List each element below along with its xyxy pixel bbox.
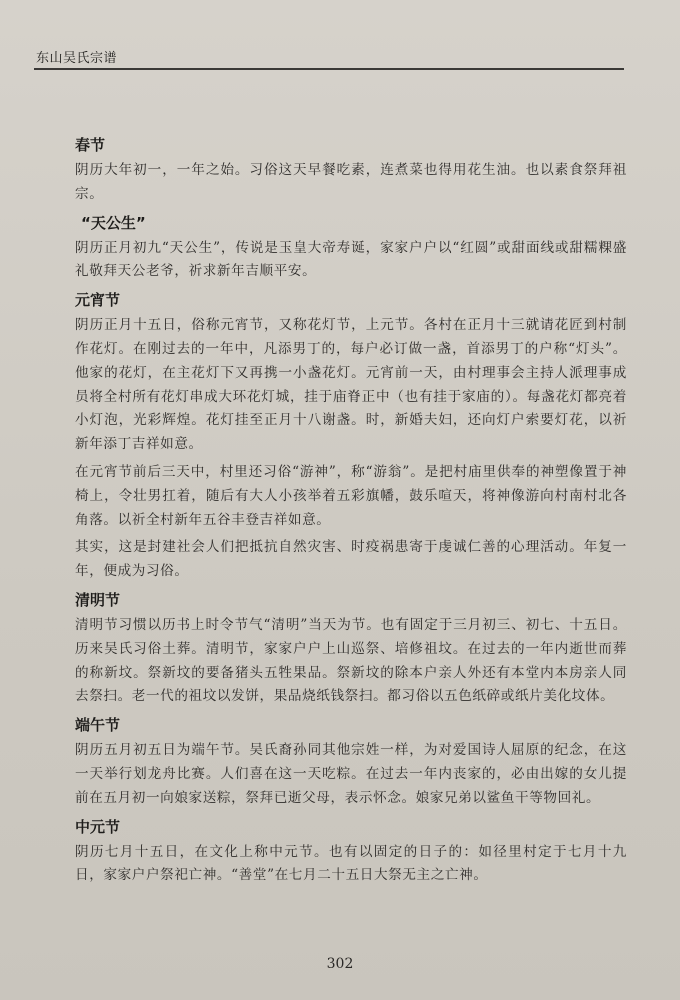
page-body [75, 133, 627, 892]
section-paragraph: 清明节习惯以历书上时令节气“清明”当天为节。也有固定于三月初三、初七、十五日。历来吴氏习俗土葬。清明节，家家户户上山巡祭、培修祖坟。在过去的一年内逝世而葬的称新坟。祭新坟的要备猪头五牲果品。祭新坟的除本户亲人外还有本堂内本房亲人同去祭扫。老一代的祖坟以发饼，果品烧纸钱祭扫。都习俗以五色纸碎或纸片美化坟体。 [75, 616, 627, 705]
section-zhongyuan-festival [75, 815, 627, 889]
running-header-title: 东山吴氏宗谱 [36, 51, 118, 66]
section-heading: 元宵节 [75, 291, 121, 310]
page-number: 302 [326, 956, 354, 972]
section-heading: 清明节 [75, 590, 121, 609]
section-heading: “天公生” [81, 213, 146, 232]
section-paragraph: 阴历大年初一，一年之始。习俗这天早餐吃素，连煮菜也得用花生油。也以素食祭拜祖宗。 [75, 162, 627, 202]
section-tiangongsheng [75, 211, 627, 285]
header-rule [34, 68, 624, 70]
section-lantern-festival [75, 288, 627, 584]
section-paragraph: 阴历正月十五日，俗称元宵节，又称花灯节，上元节。各村在正月十三就请花匠到村制作花灯。在刚过去的一年中，凡添男丁的，每户必订做一盏，首添男丁的户称“灯头”。他家的花灯，在主花灯下又再携一小盏花灯。元宵前一天，由村理事会主持人派理事成员将全村所有花灯串成大环花灯城，挂于庙脊正中（也有挂于家庙的）。每盏花灯都亮着小灯泡，光彩辉煌。花灯挂至正月十八谢盏。时，新婚夫妇，还向灯户索要灯花，以祈新年添丁吉祥如意。 [75, 317, 627, 453]
section-heading: 春节 [75, 136, 106, 154]
section-paragraph: 阴历七月十五日，在文化上称中元节。也有以固定的日子的：如径里村定于七月十九日，家家户户祭祀亡神。“善堂”在七月二十五日大祭无主之亡神。 [75, 843, 627, 884]
section-paragraph: 阴历五月初五日为端午节。吴氏裔孙同其他宗姓一样，为对爱国诗人屈原的纪念，在这一天举行划龙舟比赛。人们喜在这一天吃粽。在过去一年内丧家的，必由出嫁的女儿提前在五月初一向娘家送粽，祭拜已逝父母，表示怀念。娘家兄弟以鲨鱼干等物回礼。 [75, 742, 627, 806]
section-paragraph: 其实，这是封建社会人们把抵抗自然灾害、时疫祸患寄于虔诚仁善的心理活动。年复一年，便成为习俗。 [75, 539, 627, 580]
section-spring-festival [75, 133, 627, 207]
section-dragon-boat-festival [75, 713, 627, 810]
section-paragraph: 阴历正月初九“天公生”，传说是玉皇大帝寿诞，家家户户以“红圆”或甜面线或甜糯粿盛礼敬拜天公老爷，祈求新年吉顺平安。 [75, 239, 627, 280]
section-qingming-festival [75, 588, 627, 709]
section-heading: 端午节 [75, 716, 121, 735]
section-paragraph: 在元宵节前后三天中，村里还习俗“游神”，称“游翁”。是把村庙里供奉的神塑像置于神椅上，令壮男扛着，随后有大人小孩举着五彩旗幡，鼓乐喧天，将神像游向村南村北各角落。以祈全村新年五谷丰登吉祥如意。 [75, 463, 627, 528]
section-heading: 中元节 [75, 817, 121, 836]
